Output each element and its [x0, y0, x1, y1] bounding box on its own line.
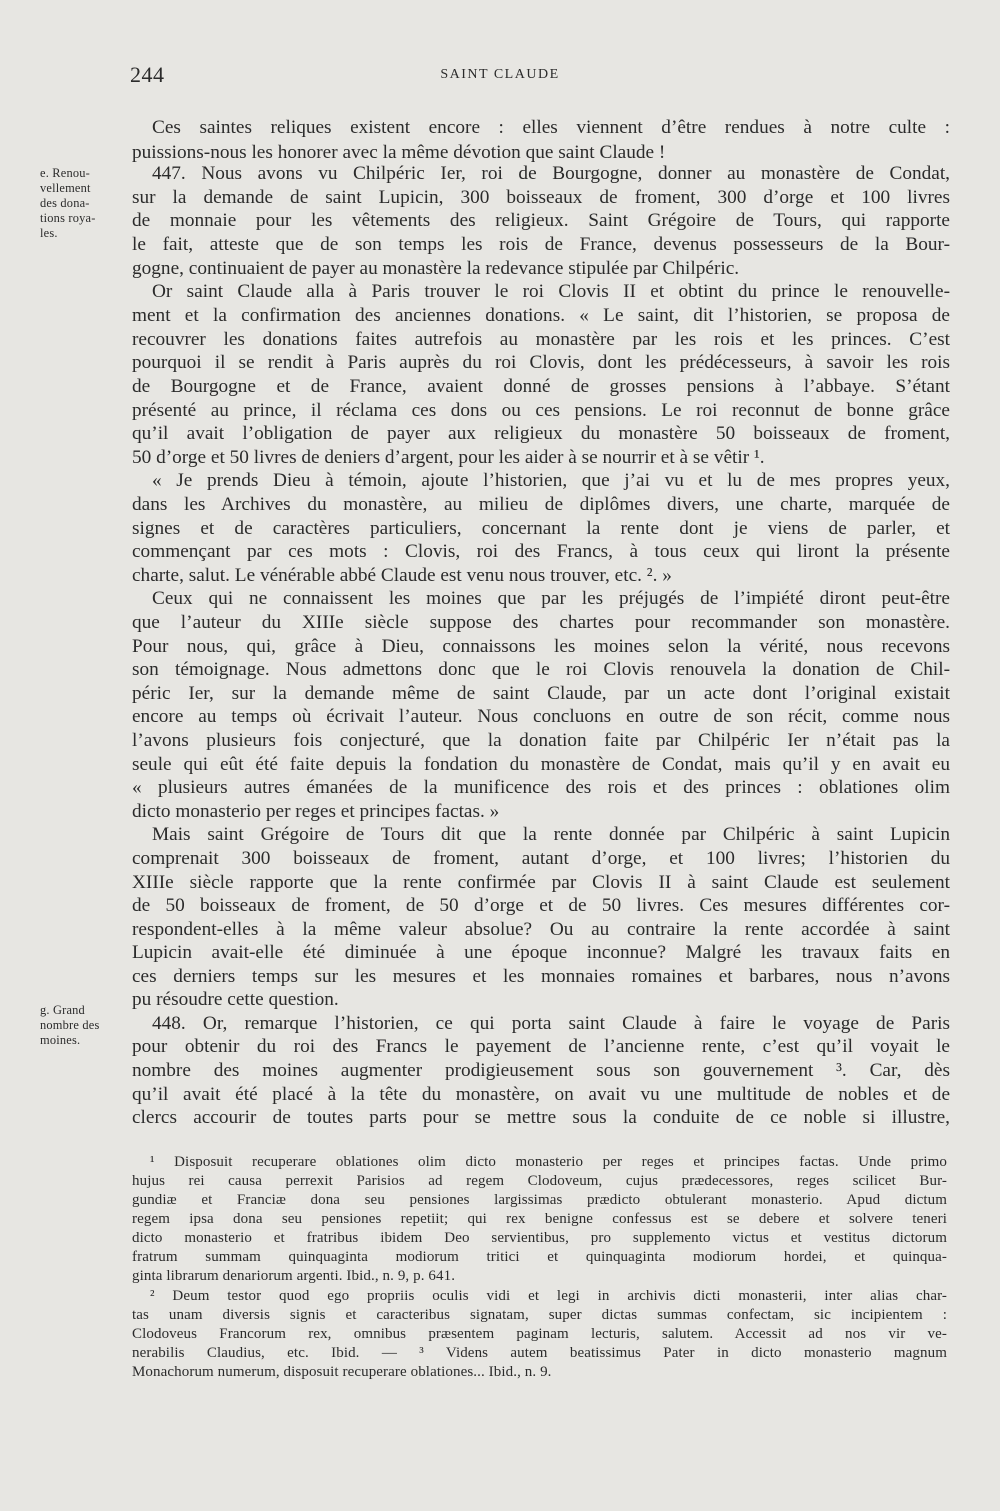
margin-note-line: des dona- — [40, 196, 90, 210]
body-line: ces derniers temps sur les mesures et les monnaies romaines et barbares, nous n’avons — [132, 966, 950, 987]
footnote-line: tas unam diversis signis et caracteribus signatam, super dictas summas confectam, sic incipientem : — [132, 1307, 947, 1323]
body-line: de monnaie pour les vêtements des religieux. Saint Grégoire de Tours, qui rapporte — [132, 210, 950, 231]
margin-note-line: g. Grand — [40, 1003, 85, 1017]
margin-note-line: les. — [40, 226, 58, 240]
body-line: recouvrer les donations faites autrefois au monastère par les rois et les princes. C’est — [132, 329, 950, 350]
body-line: « plusieurs autres émanées de la munificence des rois et des princes : oblationes olim — [132, 777, 950, 798]
margin-note-grand-nombre — [40, 1003, 118, 1048]
margin-note-line: e. Renou- — [40, 166, 90, 180]
body-line: clercs accourir de toutes parts pour se mettre sous la conduite de ce noble si illustre, — [132, 1107, 950, 1128]
footnote-line: fratrum summam quinquaginta modiorum tritici et quinquaginta modiorum hordei, et quinqua- — [132, 1249, 947, 1265]
body-line: dicto monasterio per reges et principes factas. » — [132, 801, 500, 822]
body-line: respondent-elles à la même valeur absolue? Ou au contraire la rente accordée à saint — [132, 919, 950, 940]
body-line: péric Ier, sur la demande même de saint Claude, par un acte dont l’original existait — [132, 683, 950, 704]
body-line: de Bourgogne et de France, avaient donné de grosses pensions à l’abbaye. S’étant — [132, 376, 950, 397]
footnote-line: ² Deum testor quod ego propriis oculis vidi et legi in archivis dicti monasterii, inter alias char- — [150, 1288, 947, 1304]
footnote-line: ginta librarum denariorum argenti. Ibid., n. 9, p. 641. — [132, 1268, 456, 1284]
body-line: Pour nous, qui, grâce à Dieu, connaissons les moines selon la vérité, nous recevons — [132, 636, 950, 657]
body-line: nombre des moines augmenter prodigieusement sous son gouvernement ³. Car, dès — [132, 1060, 950, 1081]
body-line: seule qui eût été faite depuis la fondation du monastère de Condat, mais qu’il y en avait eu — [132, 754, 950, 775]
page-number: 244 — [130, 62, 165, 87]
footnote-line: hujus rei causa perrexit Parisios ad regem Clodoveum, cujus prædecessores, reges scilicet Bur- — [132, 1173, 947, 1189]
body-line: charte, salut. Le vénérable abbé Claude est venu nous trouver, etc. ². » — [132, 565, 672, 586]
running-title — [0, 67, 1000, 83]
body-line: l’avons plusieurs fois conjecturé, que la donation faite par Chilpéric Ier n’était pas la — [132, 730, 950, 751]
body-line: ment et la confirmation des anciennes donations. « Le saint, dit l’historien, se proposa de — [132, 305, 950, 326]
body-line: 50 d’orge et 50 livres de deniers d’argent, pour les aider à se nourrir et à se vêtir ¹. — [132, 447, 765, 468]
margin-note-line: tions roya- — [40, 211, 96, 225]
body-line: pour obtenir du roi des Francs le payement de l’ancienne rente, c’est qu’il voyait le — [132, 1036, 950, 1057]
margin-note-line: moines. — [40, 1033, 81, 1047]
body-line: qu’il avait été placé à la tête du monastère, on avait vu une multitude de nobles et de — [132, 1084, 950, 1105]
margin-note-line: vellement — [40, 181, 91, 195]
body-line: signes et de caractères particuliers, concernant la rente dont je viens de parler, et — [132, 518, 950, 539]
margin-note-line: nombre des — [40, 1018, 100, 1032]
body-line: pu résoudre cette question. — [132, 989, 339, 1010]
margin-note-renouvellement — [40, 166, 118, 241]
body-line: 448. Or, remarque l’historien, ce qui porta saint Claude à faire le voyage de Paris — [152, 1013, 950, 1034]
body-line: commençant par ces mots : Clovis, roi des Francs, à tous ceux qui liront la présente — [132, 541, 950, 562]
body-line: sur la demande de saint Lupicin, 300 boisseaux de froment, 300 d’orge et 100 livres — [132, 187, 950, 208]
body-line: « Je prends Dieu à témoin, ajoute l’historien, que j’ai vu et lu de mes propres yeux, — [152, 470, 950, 491]
body-line: Ces saintes reliques existent encore : elles viennent d’être rendues à notre culte : — [152, 117, 950, 138]
body-line: Ceux qui ne connaissent les moines que par les préjugés de l’impiété diront peut-être — [152, 588, 950, 609]
footnote-line: nerabilis Claudius, etc. Ibid. — ³ Videns autem beatissimus Pater in dicto monasterio magnum — [132, 1345, 947, 1361]
body-line: dans les Archives du monastère, au milieu de diplômes divers, une charte, marquée de — [132, 494, 950, 515]
body-line: comprenait 300 boisseaux de froment, autant d’orge, et 100 livres; l’historien du — [132, 848, 950, 869]
footnote-line: regem ipsa dona seu pensiones repetiit; qui rex benigne confessus est se debere et solvere teneri — [132, 1211, 947, 1227]
footnote-line: Clodoveus Francorum rex, omnibus præsentem paginam lecturis, salutem. Accessit ad nos vir ve- — [132, 1326, 947, 1342]
body-line: son témoignage. Nous admettons donc que le roi Clovis renouvela la donation de Chil- — [132, 659, 950, 680]
body-line: que l’auteur du XIIIe siècle suppose des chartes pour recommander son monastère. — [132, 612, 950, 633]
body-line: pourquoi il se rendit à Paris auprès du roi Clovis, dont les prédécesseurs, à savoir les rois — [132, 352, 950, 373]
body-line: de 50 boisseaux de froment, de 50 d’orge et de 50 livres. Ces mesures différentes cor- — [132, 895, 950, 916]
body-line: puissions-nous les honorer avec la même dévotion que saint Claude ! — [132, 142, 666, 163]
footnote-line: ¹ Disposuit recuperare oblationes olim dicto monasterio per reges et principes factas. Unde primo — [150, 1154, 947, 1170]
body-line: présenté au prince, il réclama ces dons ou ces pensions. Le roi reconnut de bonne grâce — [132, 400, 950, 421]
body-line: Lupicin avait-elle été diminuée à une époque inconnue? Malgré les travaux faits en — [132, 942, 950, 963]
body-line: qu’il avait l’obligation de payer aux religieux du monastère 50 boisseaux de froment, — [132, 423, 950, 444]
running-title-text: SAINT CLAUDE — [440, 67, 560, 82]
body-line: XIIIe siècle rapporte que la rente confirmée par Clovis II à saint Claude est seulement — [132, 872, 950, 893]
body-line: Mais saint Grégoire de Tours dit que la rente donnée par Chilpéric à saint Lupicin — [152, 824, 950, 845]
footnote-line: dicto monasterio et fratribus ibidem Deo servientibus, pro supplemento victus et vestitus dictorum — [132, 1230, 947, 1246]
body-line: le fait, atteste que de son temps les rois de France, devenus possesseurs de la Bour- — [132, 234, 950, 255]
footnote-line: Monachorum numerum, disposuit recuperare oblationes... Ibid., n. 9. — [132, 1364, 552, 1380]
body-line: 447. Nous avons vu Chilpéric Ier, roi de Bourgogne, donner au monastère de Condat, — [152, 163, 950, 184]
body-line: encore au temps où écrivait l’auteur. Nous concluons en outre de son récit, comme nous — [132, 706, 950, 727]
body-line: gogne, continuaient de payer au monastère la redevance stipulée par Chilpéric. — [132, 258, 740, 279]
body-line: Or saint Claude alla à Paris trouver le roi Clovis II et obtint du prince le renouvelle- — [152, 281, 950, 302]
footnote-line: gundiæ et Franciæ dona seu pensiones largissimas prædicto obtulerant monasterio. Apud dictum — [132, 1192, 947, 1208]
